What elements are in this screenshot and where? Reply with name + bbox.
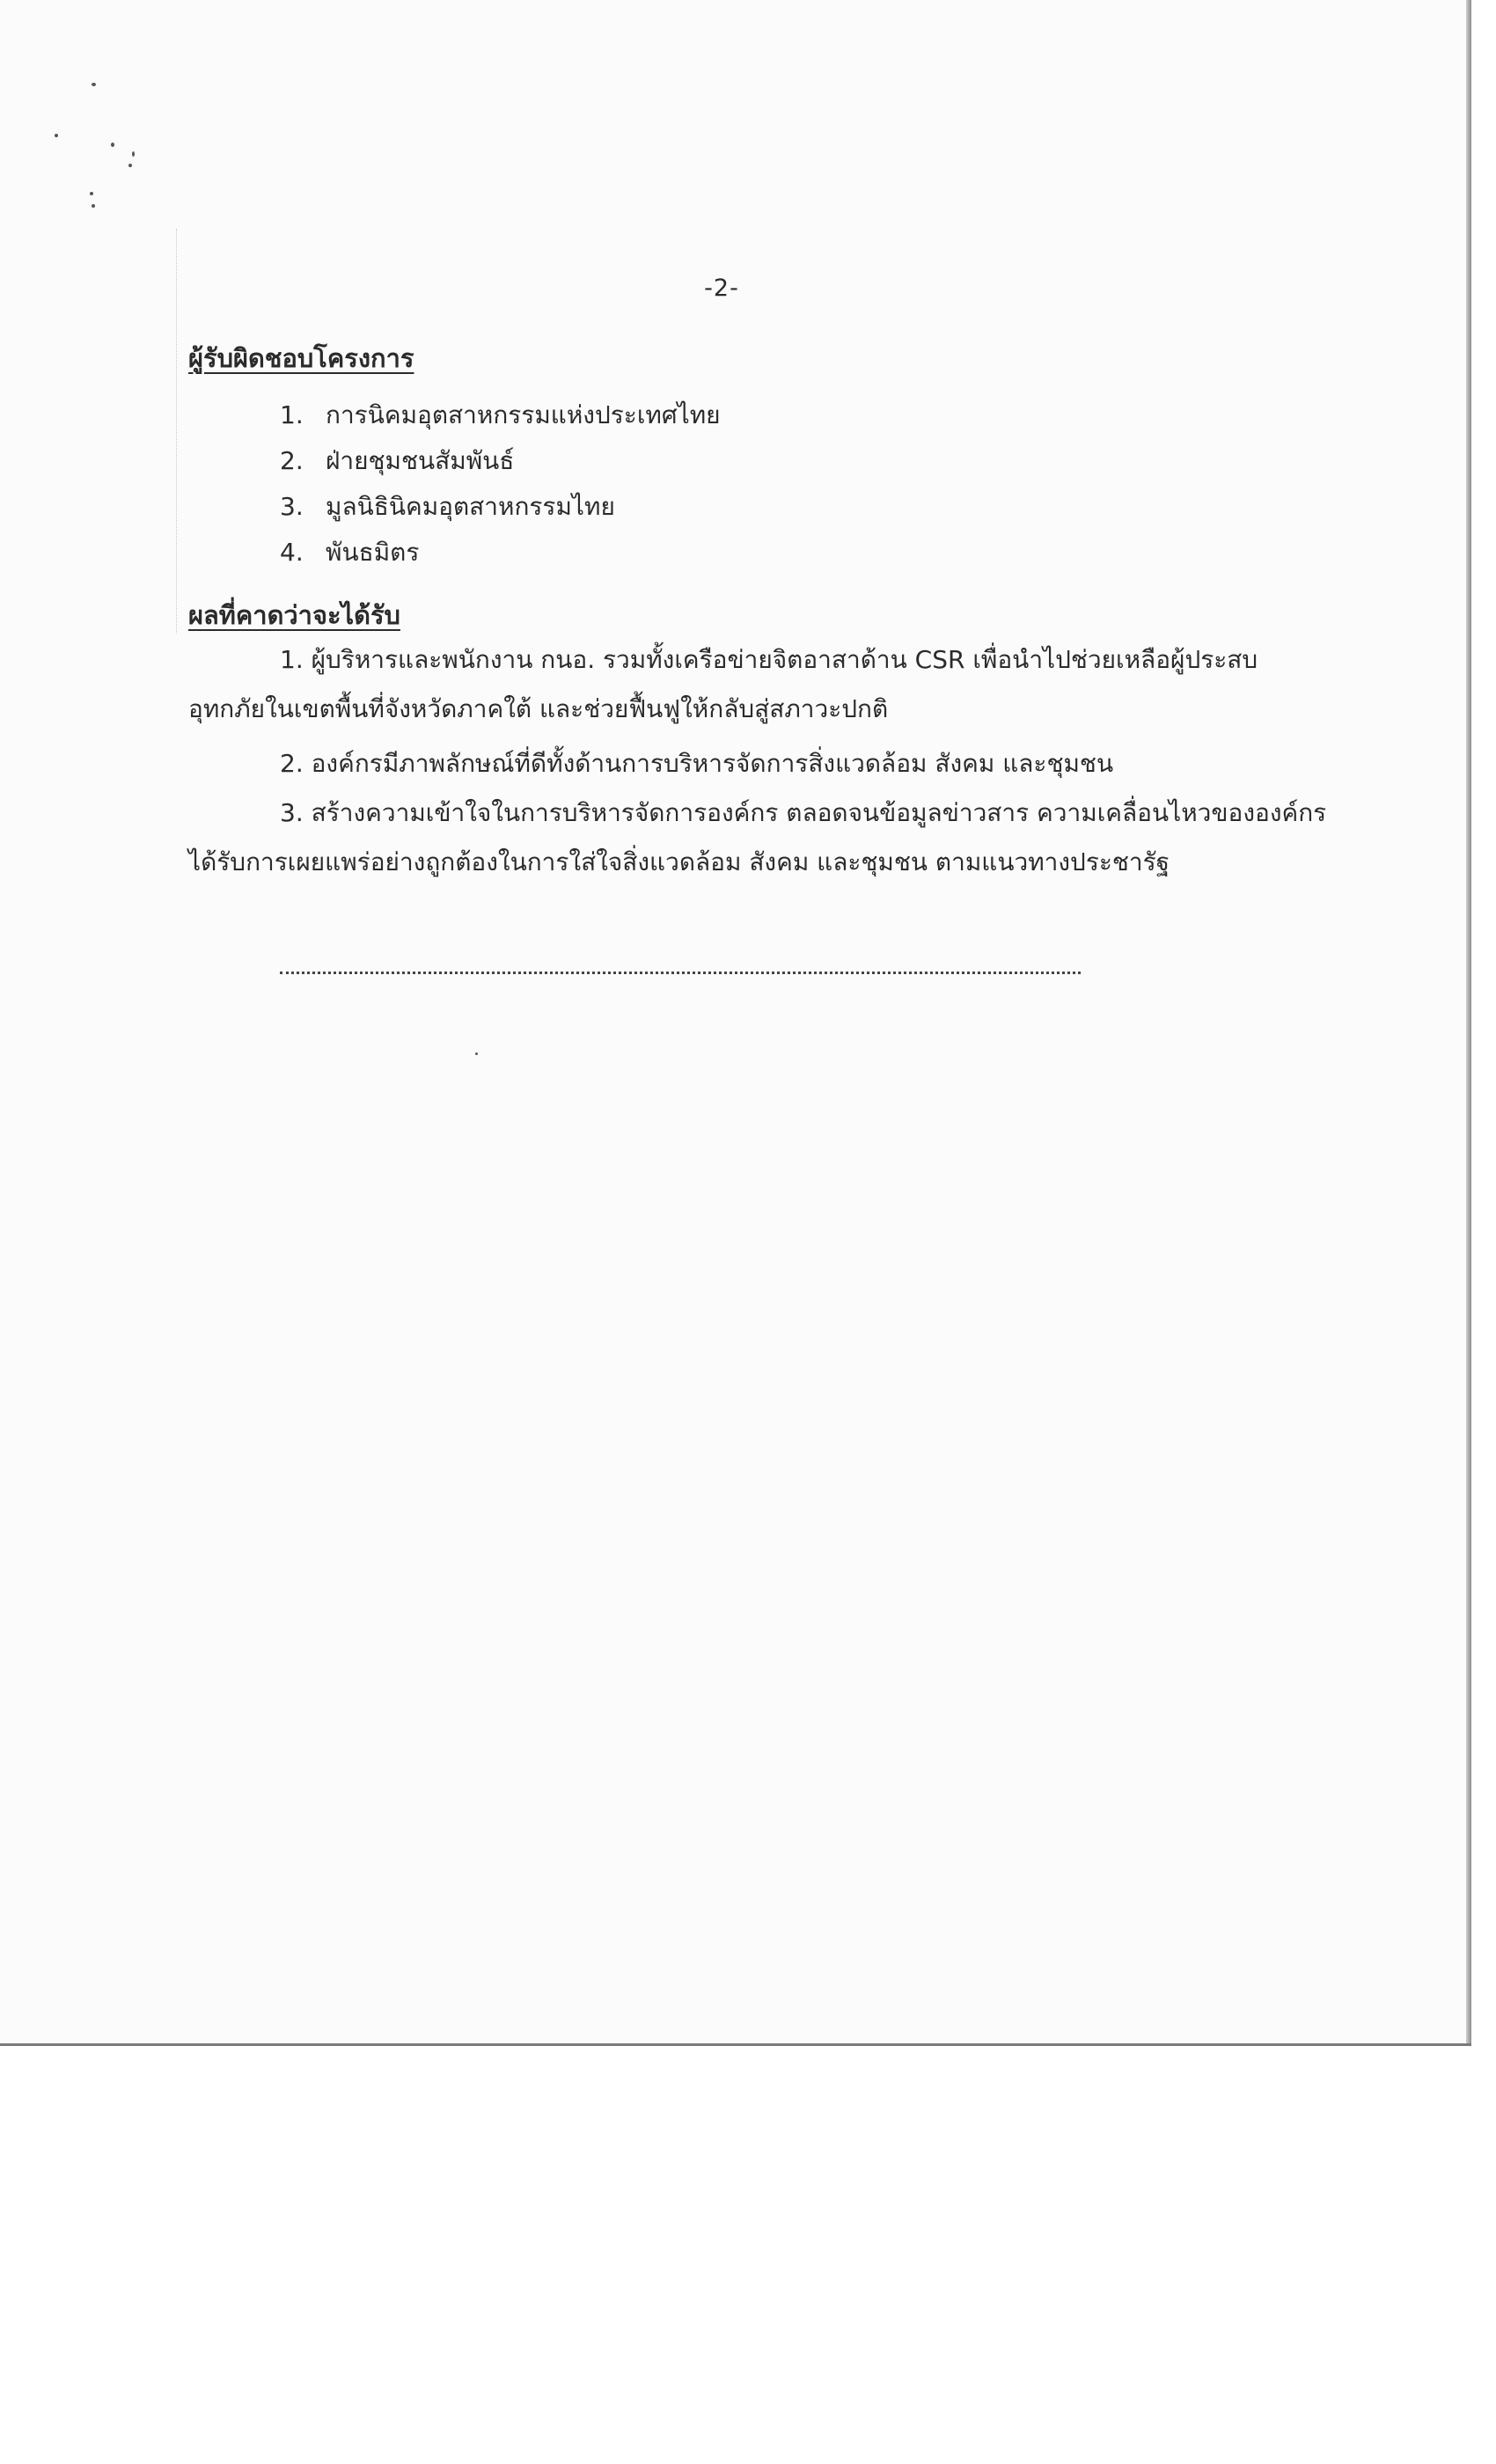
- sheet-edge: [1466, 0, 1471, 2043]
- scan-speck: [90, 192, 93, 195]
- page-number: -2-: [704, 275, 739, 302]
- scan-speck: [55, 134, 58, 137]
- list-item-number: 1.: [280, 400, 304, 429]
- list-item: [280, 392, 721, 438]
- end-dotted-rule: [280, 972, 1081, 974]
- list-item-number: 4.: [280, 538, 304, 567]
- expected-result-1: [188, 635, 1308, 734]
- paragraph-line: ได้รับการเผยแพร่อย่างถูกต้องในการใส่ใจสิ่งแวดล้อม สังคม และชุมชน ตามแนวทางประชารัฐ: [188, 847, 1170, 876]
- scan-speck: [111, 143, 114, 147]
- scan-speck: [475, 1052, 478, 1055]
- scan-speck: [92, 204, 95, 208]
- expected-result-2: [188, 739, 1308, 788]
- list-item-text: การนิคมอุตสาหกรรมแห่งประเทศไทย: [326, 400, 721, 429]
- expected-result-3: [188, 788, 1327, 887]
- list-item-text: มูลนิธินิคมอุตสาหกรรมไทย: [326, 492, 615, 521]
- paragraph-line: อุทกภัยในเขตพื้นที่จังหวัดภาคใต้ และช่วยฟื้นฟูให้กลับสู่สภาวะปกติ: [188, 694, 889, 723]
- list-item-number: 2.: [280, 446, 304, 475]
- list-item: [280, 530, 721, 576]
- paragraph-line: 2. องค์กรมีภาพลักษณ์ที่ดีทั้งด้านการบริหารจัดการสิ่งแวดล้อม สังคม และชุมชน: [280, 749, 1114, 778]
- list-item-number: 3.: [280, 492, 304, 521]
- list-item-text: ฝ่ายชุมชนสัมพันธ์: [326, 446, 515, 475]
- paragraph-line: 1. ผู้บริหารและพนักงาน กนอ. รวมทั้งเครือข่ายจิตอาสาด้าน CSR เพื่อนำไปช่วยเหลือผู้ประสบ: [280, 645, 1258, 674]
- responsible-list: [280, 392, 721, 576]
- list-item-text: พันธมิตร: [326, 538, 420, 567]
- list-item: [280, 438, 721, 484]
- expected-results-heading: ผลที่คาดว่าจะได้รับ: [188, 600, 400, 630]
- scan-speck: [128, 164, 132, 167]
- paragraph-line: 3. สร้างความเข้าใจในการบริหารจัดการองค์กร ตลอดจนข้อมูลข่าวสาร ความเคลื่อนไหวขององค์กร: [280, 798, 1327, 827]
- scan-speck: [92, 83, 96, 86]
- responsible-heading: ผู้รับผิดชอบโครงการ: [188, 343, 414, 373]
- scan-speck: [132, 151, 135, 157]
- list-item: [280, 484, 721, 530]
